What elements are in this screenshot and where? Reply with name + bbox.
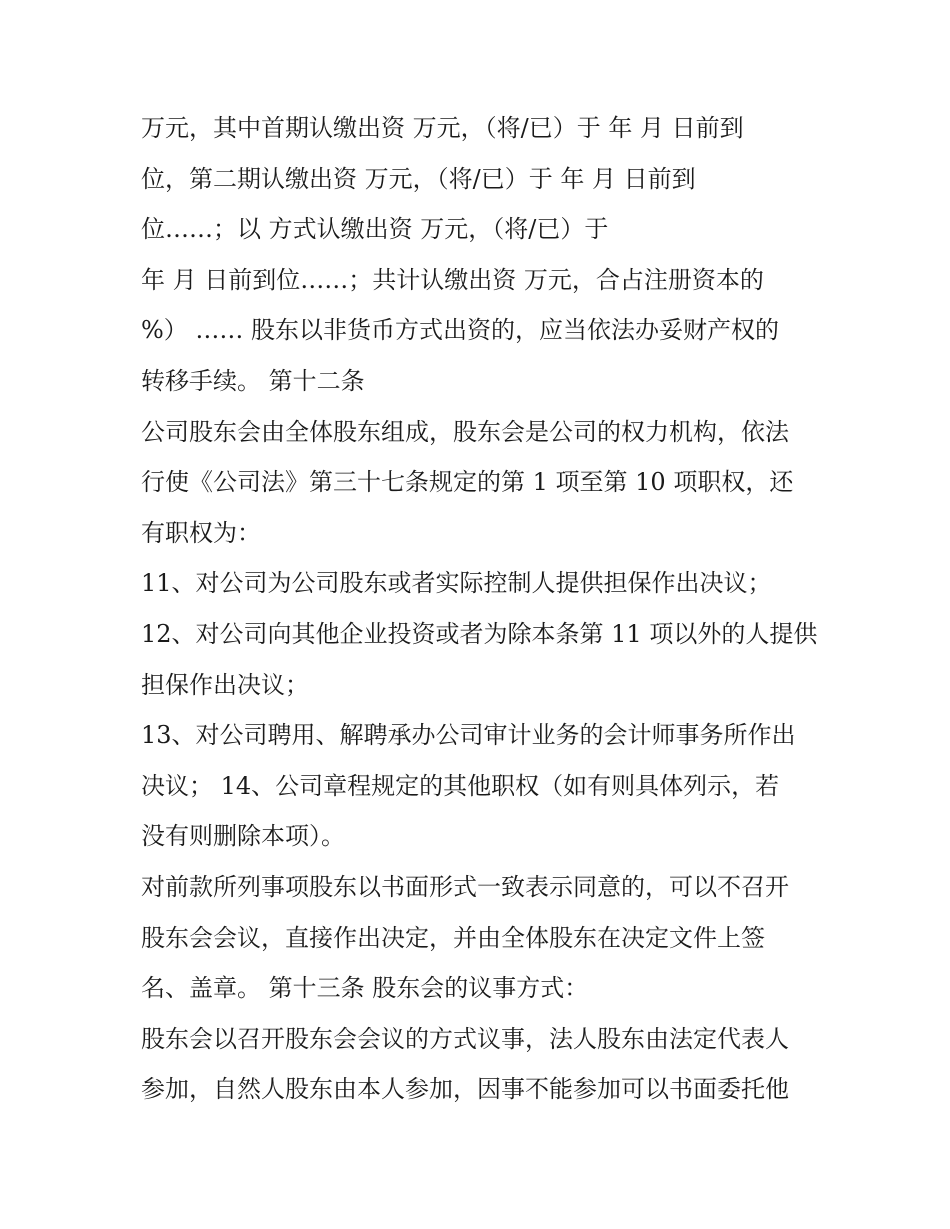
- text-line: 公司股东会由全体股东组成，股东会是公司的权力机构，依法: [141, 417, 789, 446]
- text-line: 没有则删除本项）。: [141, 822, 345, 851]
- document-page: [141, 103, 821, 1115]
- text-line: 参加，自然人股东由本人参加，因事不能参加可以书面委托他: [141, 1075, 789, 1104]
- text-line: 决议； 14、公司章程规定的其他职权（如有则具体列示，若: [141, 771, 780, 800]
- text-line: %） …… 股东以非货币方式出资的，应当依法办妥财产权的: [141, 316, 780, 345]
- text-line: 位，第二期认缴出资 万元，（将/已）于 年 月 日前到: [141, 164, 696, 193]
- text-line: 万元，其中首期认缴出资 万元，（将/已）于 年 月 日前到: [141, 114, 744, 142]
- text-line: 12、对公司向其他企业投资或者为除本条第 11 项以外的人提供: [141, 619, 818, 648]
- text-line: 担保作出决议；: [141, 670, 309, 699]
- text-line: 有职权为：: [141, 518, 261, 547]
- text-line: 位……；以 方式认缴出资 万元，（将/已）于: [141, 215, 609, 244]
- text-line: 名、盖章。 第十三条 股东会的议事方式：: [141, 974, 589, 1003]
- text-line: 股东会会议，直接作出决定，并由全体股东在决定文件上签: [141, 923, 765, 952]
- text-line: 股东会以召开股东会会议的方式议事，法人股东由法定代表人: [141, 1024, 789, 1053]
- text-line: 11、对公司为公司股东或者实际控制人提供担保作出决议；: [141, 569, 772, 598]
- text-line: 13、对公司聘用、解聘承办公司审计业务的会计师事务所作出: [141, 721, 796, 750]
- text-line: 行使《公司法》第三十七条规定的第 1 项至第 10 项职权，还: [141, 468, 794, 497]
- text-line: 对前款所列事项股东以书面形式一致表示同意的，可以不召开: [141, 872, 789, 901]
- text-line: 转移手续。 第十二条: [141, 366, 365, 395]
- text-line: 年 月 日前到位……；共计认缴出资 万元，合占注册资本的: [141, 265, 764, 294]
